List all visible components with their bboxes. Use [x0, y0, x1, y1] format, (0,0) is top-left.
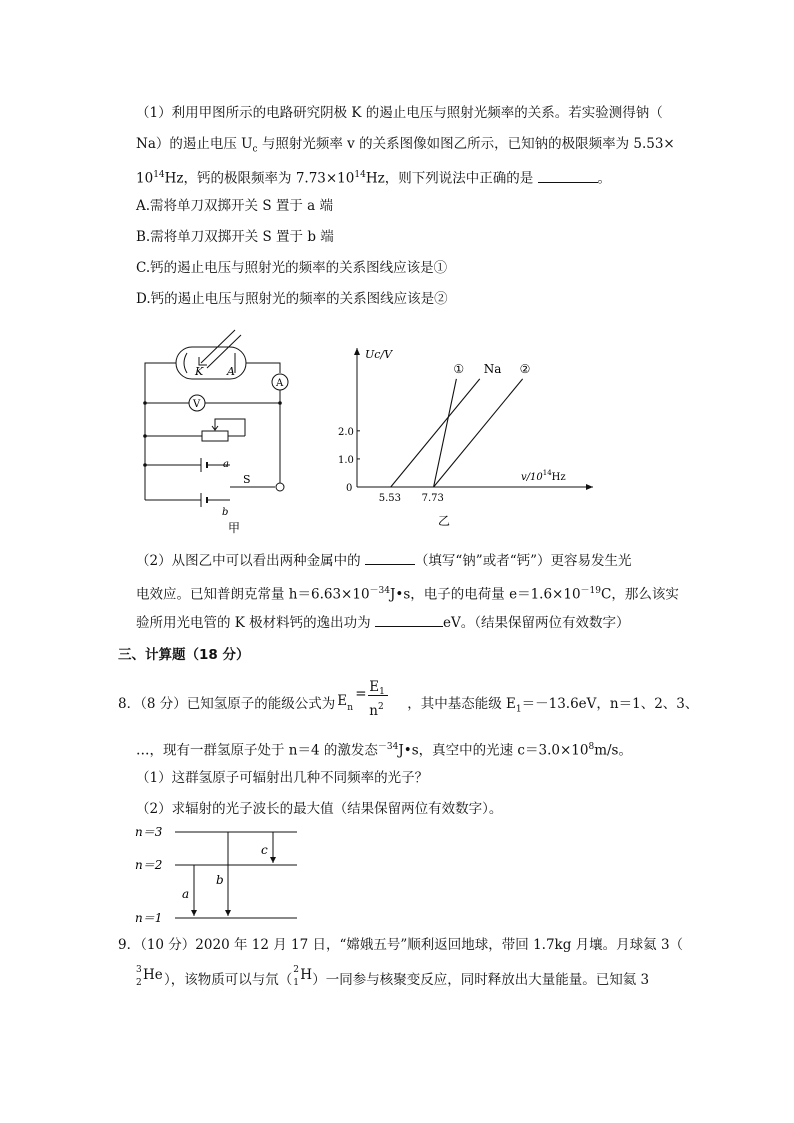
- series-line-0: [434, 379, 457, 487]
- x-axis-label: $v/10^{14}Hz$: [521, 469, 566, 483]
- origin-label: 0: [346, 483, 353, 494]
- deuterium-nuclide: 2 1 H: [293, 965, 313, 988]
- caption-yi: 乙: [438, 514, 451, 528]
- series-label-1: Na: [483, 361, 502, 376]
- label-transition-c: c: [261, 843, 268, 857]
- rheostat: [202, 431, 228, 441]
- caption-jia: 甲: [228, 521, 241, 535]
- section-title: 三、计算题（18 分）: [118, 647, 250, 663]
- q9-line1: 9．（10 分）2020 年 12 月 17 日，“嫦娥五号”顺利返回地球，带回 1.7kg 月壤。月球氦 3（: [118, 937, 684, 953]
- energy-formula: E n = $E_1$ $n^2$: [335, 690, 407, 708]
- label-transition-b: b: [216, 873, 224, 887]
- q8-sub2: （2）求辐射的光子波长的最大值（结果保留两位有效数字）。: [136, 801, 503, 817]
- uc-v-chart-yi: [335, 340, 605, 540]
- series-line-1: [391, 379, 480, 487]
- y-tick-label-1: 2.0: [338, 426, 354, 438]
- q8-line2: …，现有一群氢原子处于 n＝4 的激发态$^{-34}$J•s，真空中的光速 $c=3.0\times 10^8m/s$。: [136, 742, 632, 759]
- label-n1: n＝1: [135, 911, 163, 925]
- energy-level-diagram: [130, 822, 310, 927]
- label-a-terminal: a: [223, 459, 229, 470]
- series-line-2: [434, 379, 523, 487]
- x-tick-label-0: 5.53: [378, 493, 401, 504]
- answer-blank-work-function[interactable]: [375, 613, 443, 627]
- ammeter-label: A: [276, 378, 284, 389]
- series-label-0: ①: [453, 361, 465, 376]
- label-n2: n＝2: [135, 858, 163, 872]
- q8-sub1: （1）这群氢原子可辐射出几种不同频率的光子？: [136, 770, 429, 786]
- q7-2-line3: 验所用光电管的 K 极材料钙的逸出功为 eV。（结果保留两位有效数字）: [136, 615, 630, 631]
- label-s: S: [243, 473, 251, 486]
- y-tick-label-0: 1.0: [338, 454, 354, 466]
- q7-2-line2: 电效应。已知普朗克常量 $h=6.63\times 10^{-34}J•s$，电子的电荷量 $e=1.6\times 10^{-19}C$，那么该实: [136, 586, 679, 603]
- option-d: D.钙的遏止电压与照射光的频率的关系图线应该是②: [136, 291, 448, 307]
- label-k: K: [195, 365, 204, 378]
- answer-blank-metal[interactable]: [365, 551, 415, 565]
- label-n3: n＝3: [135, 825, 163, 839]
- q7-1-line3: $10^{14}Hz$，钙的极限频率为 $7.73\times 10^{14}Hz$，则下列说法中正确的是 。: [136, 170, 612, 187]
- q9-line2: 3 2 He ），该物质可以与氘（ 2 1 H ）一同参与核聚变反应，同时释放出大量能量。已知氦 3: [136, 965, 650, 988]
- series-label-2: ②: [519, 361, 531, 376]
- q7-2-line1: （2）从图乙中可以看出两种金属中的 （填写“钠”或者“钙”）更容易发生光: [136, 553, 632, 569]
- q8-head: 8．（8 分）已知氢原子的能级公式为 E n = $E_1$ $n^2$ ，其中基态能级 $E_1=-13.6eV$，n＝1、2、3、: [118, 679, 699, 719]
- left-wire: [145, 363, 176, 500]
- option-c: C.钙的遏止电压与照射光的频率的关系图线应该是①: [136, 260, 448, 276]
- option-b: B.需将单刀双掷开关 S 置于 b 端: [136, 229, 334, 245]
- helium3-nuclide: 3 2 He: [136, 965, 163, 988]
- option-a: A.需将单刀双掷开关 S 置于 a 端: [136, 198, 334, 214]
- q7-1-line1: （1）利用甲图所示的电路研究阴极 K 的遏止电压与照射光频率的关系。若实验测得钠（: [136, 105, 663, 121]
- label-a-anode: A: [227, 365, 235, 378]
- y-axis-label: Uc/V: [365, 348, 393, 361]
- x-tick-label-1: 7.73: [421, 493, 444, 504]
- circuit-figure-jia: [135, 325, 300, 540]
- answer-blank-q7-1[interactable]: [538, 169, 598, 183]
- label-b-terminal: b: [222, 507, 229, 518]
- voltmeter-label: V: [193, 399, 201, 410]
- q7-1-line2: Na）的遏止电压 $U_c$ 与照射光频率 v 的关系图像如图乙所示，已知钠的极限频率为 5.53×: [136, 136, 675, 155]
- label-transition-a: a: [182, 887, 190, 901]
